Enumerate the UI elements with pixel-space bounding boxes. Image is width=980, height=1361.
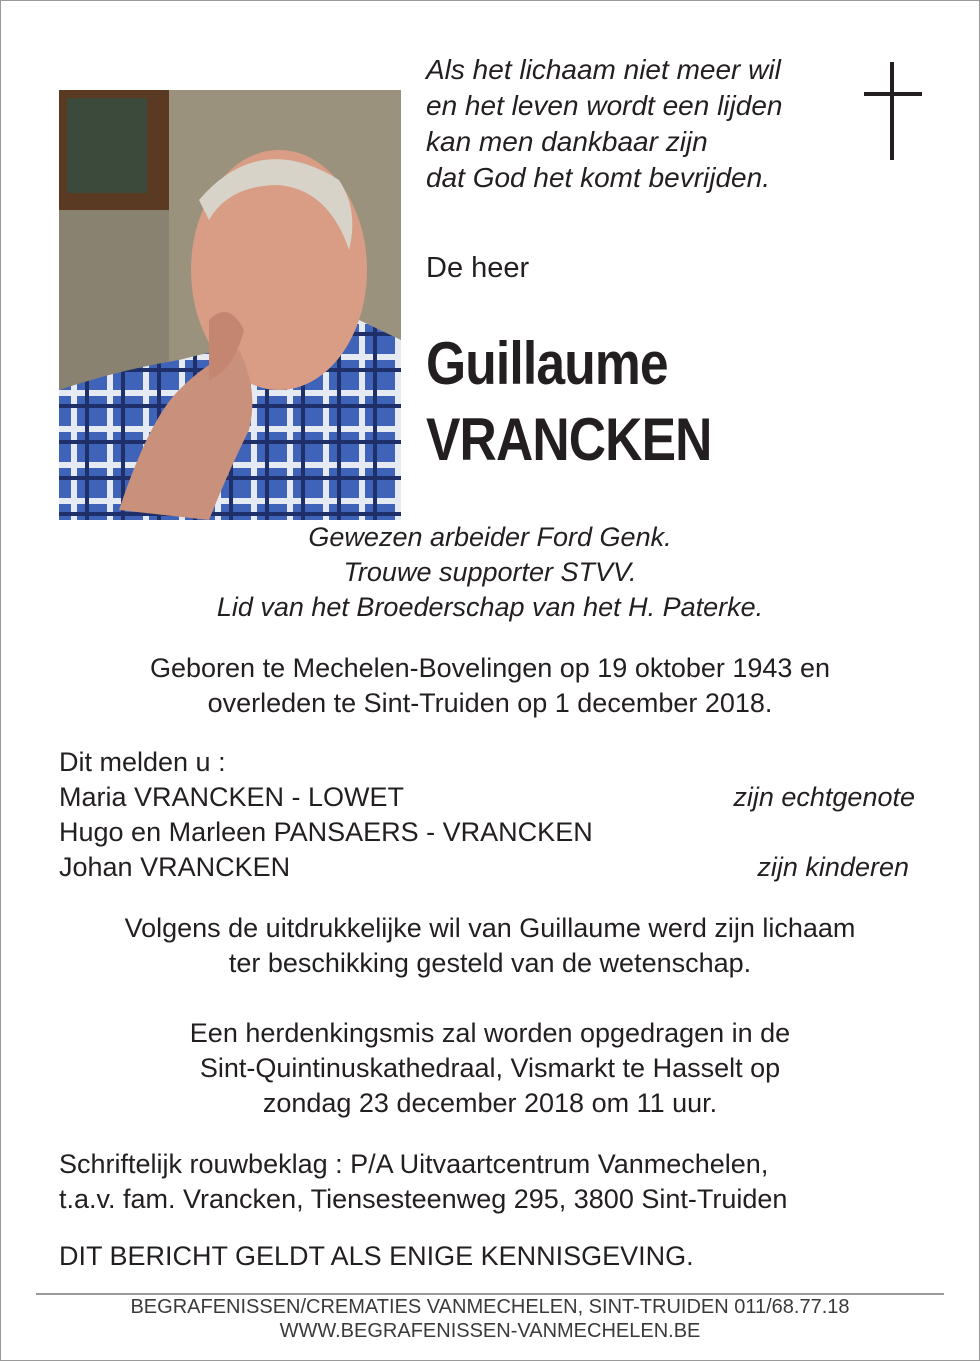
memorial-mass-line: zondag 23 december 2018 om 11 uur. xyxy=(262,1088,718,1118)
condolence-line: t.a.v. fam. Vrancken, Tiensesteenweg 295, 3800 Sint-Truiden xyxy=(59,1184,788,1214)
footer-website: WWW.BEGRAFENISSEN-VANMECHELEN.BE xyxy=(279,1320,701,1342)
family-row xyxy=(59,850,919,885)
body-donation-block xyxy=(0,911,980,981)
family-announcement xyxy=(59,745,919,885)
deceased-last-name: VRANCKEN xyxy=(426,406,712,473)
notice-statement xyxy=(59,1239,939,1274)
family-member-role: zijn echtgenote xyxy=(733,782,915,812)
condolence-line: Schriftelijk rouwbeklag : P/A Uitvaartcentrum Vanmechelen, xyxy=(59,1149,769,1179)
roles-block xyxy=(0,520,980,625)
family-member-role: zijn kinderen xyxy=(757,852,909,882)
birth-death-block xyxy=(0,651,980,721)
notice-line: DIT BERICHT GELDT ALS ENIGE KENNISGEVING. xyxy=(59,1241,694,1271)
family-member-name: Hugo en Marleen PANSAERS - VRANCKEN xyxy=(59,817,593,847)
role-line: Trouwe supporter STVV. xyxy=(343,557,637,587)
cross-icon xyxy=(864,62,922,160)
verse-line: Als het lichaam niet meer wil xyxy=(426,54,781,85)
role-line: Gewezen arbeider Ford Genk. xyxy=(308,522,672,552)
memorial-mass-line: Sint-Quintinuskathedraal, Vismarkt te Hasselt op xyxy=(199,1053,781,1083)
memorial-mass-line: Een herdenkingsmis zal worden opgedragen in de xyxy=(189,1018,791,1048)
deceased-first-name: Guillaume xyxy=(426,330,668,397)
family-member-name: Johan VRANCKEN xyxy=(59,852,291,882)
condolence-address xyxy=(59,1147,939,1217)
announcement-intro: Dit melden u : xyxy=(59,747,226,777)
body-donation-line: ter beschikking gesteld van de wetenschap. xyxy=(228,948,752,978)
verse-line: en het leven wordt een lijden xyxy=(426,90,783,121)
portrait-photo xyxy=(59,90,401,520)
verse xyxy=(426,52,846,196)
verse-line: dat God het komt bevrijden. xyxy=(426,162,770,193)
family-row xyxy=(59,815,919,850)
family-row xyxy=(59,780,919,815)
funeral-home-footer xyxy=(0,1295,980,1343)
title-prefix: De heer xyxy=(426,252,530,284)
death-line: overleden te Sint-Truiden op 1 december 2018. xyxy=(207,688,773,718)
role-line: Lid van het Broederschap van het H. Paterke. xyxy=(216,592,764,622)
memorial-mass-block xyxy=(0,1016,980,1121)
birth-line: Geboren te Mechelen-Bovelingen op 19 oktober 1943 en xyxy=(150,653,830,683)
body-donation-line: Volgens de uitdrukkelijke wil van Guillaume werd zijn lichaam xyxy=(124,913,856,943)
footer-contact: BEGRAFENISSEN/CREMATIES VANMECHELEN, SINT-TRUIDEN 011/68.77.18 xyxy=(130,1296,850,1318)
verse-line: kan men dankbaar zijn xyxy=(426,126,708,157)
family-member-name: Maria VRANCKEN - LOWET xyxy=(59,782,405,812)
